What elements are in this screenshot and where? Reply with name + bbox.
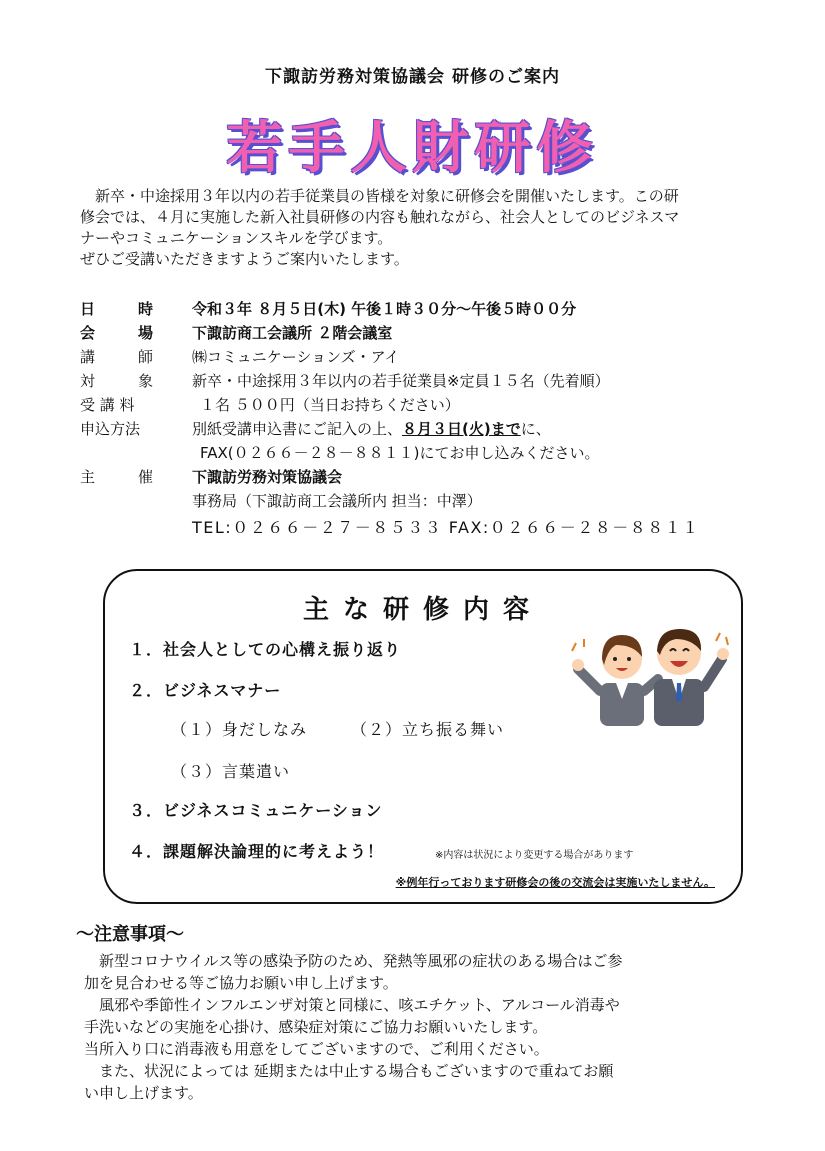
target-value: 新卒・中途採用３年以内の若手従業員※定員１５名（先着順） <box>192 372 610 390</box>
fee-value: １名 ５００円（当日お持ちください） <box>200 396 460 414</box>
content-subitem: （２）立ち振る舞い <box>351 720 505 739</box>
detail-target <box>80 369 760 393</box>
intro-line: ぜひご受講いただきますようご案内いたします。 <box>80 250 409 268</box>
date-label: 時 <box>138 300 154 318</box>
content-item: ２．ビジネスマナー <box>129 681 282 700</box>
intro-line: ナーやコミュニケーションスキルを学びます。 <box>80 229 393 247</box>
caution-line: い申し上げます。 <box>84 1084 203 1102</box>
caution-line: 加を見合わせる等ご協力お願い申し上げます。 <box>84 974 398 992</box>
content-item: １．社会人としての心構え振り返り <box>129 640 402 659</box>
host-label: 催 <box>138 468 154 486</box>
caution-line: 新型コロナウイルス等の感染予防のため、発熱等風邪の症状のある場合はご参 <box>99 952 623 970</box>
caution-line: 風邪や季節性インフルエンザ対策と同様に、咳エチケット、アルコール消毒や <box>99 996 620 1014</box>
content-subitem: （３）言葉遣い <box>171 762 291 781</box>
cheering-people-illustration <box>570 621 730 726</box>
training-content-box <box>103 569 743 904</box>
detail-date <box>80 297 760 321</box>
office-value: 事務局（下諏訪商工会議所内 担当：中澤） <box>192 492 482 510</box>
event-details <box>80 297 760 543</box>
lecturer-label: 師 <box>138 348 154 366</box>
target-label: 対 <box>80 372 96 390</box>
box-title: 主な研修内容 <box>302 595 543 625</box>
detail-apply <box>80 417 760 441</box>
detail-host <box>80 465 760 489</box>
date-label: 日 <box>80 300 96 318</box>
detail-lecturer <box>80 345 760 369</box>
caution-title: ～注意事項～ <box>76 924 184 945</box>
apply-fax: FAX(０２６６－２８－８８１１)にてお申し込みください。 <box>200 444 600 462</box>
intro-line: 修会では、４月に実施した新入社員研修の内容も触れながら、社会人としてのビジネスマ <box>80 208 680 226</box>
content-item: ３．ビジネスコミュニケーション <box>129 801 383 820</box>
venue-value: 下諏訪商工会議所 ２階会議室 <box>192 324 393 342</box>
lecturer-label: 講 <box>80 348 96 366</box>
networking-note: ※例年行っております研修会の後の交流会は実施いたしません。 <box>395 876 715 889</box>
caution-line: また、状況によっては 延期または中止する場合もございますので重ねてお願 <box>99 1062 614 1080</box>
caution-line: 手洗いなどの実施を心掛け、感染症対策にご協力お願いいたします。 <box>84 1018 548 1036</box>
apply-deadline: ８月３日(火)まで <box>402 420 521 438</box>
detail-fee <box>80 393 760 417</box>
host-label: 主 <box>80 468 96 486</box>
caution-line: 当所入り口に消毒液も用意をしてございますので、ご利用ください。 <box>84 1040 549 1058</box>
detail-contact <box>80 513 760 543</box>
detail-office <box>80 489 760 513</box>
contact-value: TEL:０２６６－２７－８５３３ FAX:０２６６－２８－８８１１ <box>192 518 700 537</box>
page-title: 若手人財研修 <box>226 116 599 181</box>
detail-apply-fax <box>80 441 760 465</box>
apply-text: に、 <box>520 420 551 438</box>
page-header: 下諏訪労務対策協議会 研修のご案内 <box>265 67 560 87</box>
detail-venue <box>80 321 760 345</box>
apply-label: 申込方法 <box>80 420 141 438</box>
intro-line: 新卒・中途採用３年以内の若手従業員の皆様を対象に研修会を開催いたします。この研 <box>95 187 679 205</box>
caution-text <box>84 950 694 1104</box>
apply-text: 別紙受講申込書にご記入の上、 <box>192 420 403 438</box>
host-value: 下諏訪労務対策協議会 <box>192 468 343 486</box>
target-label: 象 <box>138 372 154 390</box>
fee-label: 受 講 料 <box>80 396 135 414</box>
content-note: ※内容は状況により変更する場合があります <box>435 850 634 861</box>
venue-label: 会 <box>80 324 96 342</box>
date-value: 令和３年 ８月５日(木) 午後１時３０分～午後５時００分 <box>192 300 577 318</box>
content-subitem: （１）身だしなみ <box>171 720 308 739</box>
venue-label: 場 <box>138 324 154 342</box>
intro-text <box>80 186 750 270</box>
lecturer-value: ㈱コミュニケーションズ・アイ <box>192 348 400 366</box>
content-item: ４．課題解決論理的に考えよう！ <box>129 842 385 861</box>
